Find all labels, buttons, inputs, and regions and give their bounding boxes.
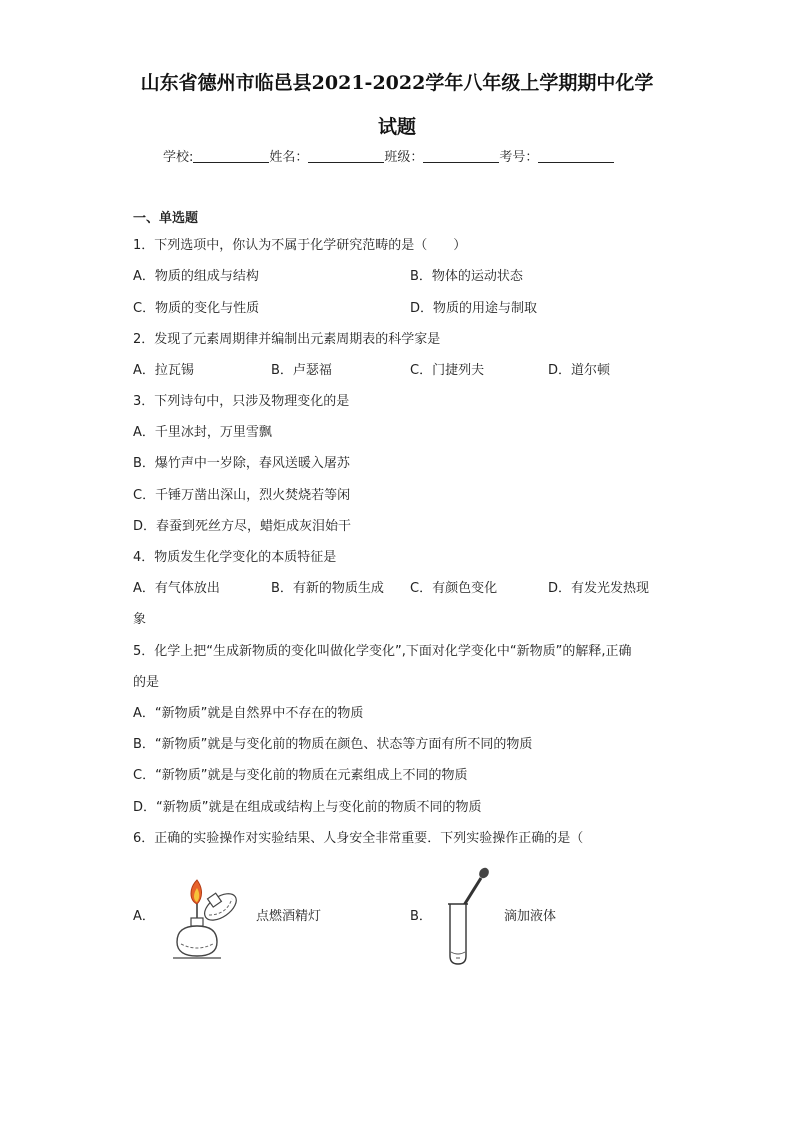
question-6-option-a-label: A． bbox=[133, 909, 155, 924]
question-4-option-d-continued: 象 bbox=[133, 612, 147, 627]
question-5-option-a: A．“新物质”就是自然界中不存在的物质 bbox=[133, 706, 364, 721]
question-2-option-c: C．门捷列夫 bbox=[410, 363, 485, 378]
question-4-stem: 4．物质发生化学变化的本质特征是 bbox=[133, 550, 337, 565]
name-blank bbox=[308, 148, 384, 163]
question-2-option-b: B．卢瑟福 bbox=[271, 363, 332, 378]
question-5-option-d: D．“新物质”就是在组成或结构上与变化前的物质不同的物质 bbox=[133, 800, 482, 815]
question-1-option-b: B．物体的运动状态 bbox=[410, 269, 523, 284]
question-2-option-d: D．道尔顿 bbox=[548, 363, 611, 378]
exam-title-line2: 试题 bbox=[377, 116, 416, 138]
class-blank bbox=[423, 148, 499, 163]
question-5-option-c: C．“新物质”就是与变化前的物质在元素组成上不同的物质 bbox=[133, 768, 468, 783]
class-label: 班级： bbox=[384, 150, 424, 165]
dropper-test-tube-icon bbox=[440, 866, 490, 968]
alcohol-lamp-lighting-icon bbox=[165, 872, 243, 964]
question-4-option-b: B．有新的物质生成 bbox=[271, 581, 384, 596]
question-6-option-b-label: B． bbox=[410, 909, 432, 924]
question-3-option-b: B．爆竹声中一岁除，春风送暖入屠苏 bbox=[133, 456, 350, 471]
question-2-option-a: A．拉瓦锡 bbox=[133, 363, 194, 378]
question-6-option-a-caption: 点燃酒精灯 bbox=[256, 909, 322, 924]
question-4-option-a: A．有气体放出 bbox=[133, 581, 220, 596]
school-label: 学校: bbox=[163, 150, 194, 165]
question-4-option-c: C．有颜色变化 bbox=[410, 581, 498, 596]
question-6-stem: 6．正确的实验操作对实验结果、人身安全非常重要．下列实验操作正确的是（ bbox=[133, 831, 584, 846]
section-heading: 一、单选题 bbox=[133, 211, 199, 226]
question-5-stem: 5．化学上把“生成新物质的变化叫做化学变化”,下面对化学变化中“新物质”的解释,正确 bbox=[133, 644, 632, 659]
question-1-option-a: A．物质的组成与结构 bbox=[133, 269, 259, 284]
question-3-option-c: C．千锤万凿出深山，烈火焚烧若等闲 bbox=[133, 488, 351, 503]
question-1-option-d: D．物质的用途与制取 bbox=[410, 301, 538, 316]
name-label: 姓名： bbox=[269, 150, 309, 165]
question-5-option-b: B．“新物质”就是与变化前的物质在颜色、状态等方面有所不同的物质 bbox=[133, 737, 533, 752]
school-blank bbox=[193, 148, 269, 163]
question-3-option-a: A．千里冰封，万里雪飘 bbox=[133, 425, 272, 440]
exam-number-label: 考号： bbox=[499, 150, 539, 165]
exam-number-blank bbox=[538, 148, 614, 163]
question-1-stem: 1．下列选项中，你认为不属于化学研究范畴的是（ ） bbox=[133, 238, 467, 253]
question-4-option-d: D．有发光发热现 bbox=[548, 581, 650, 596]
question-1-option-c: C．物质的变化与性质 bbox=[133, 301, 260, 316]
question-3-option-d: D．春蚕到死丝方尽，蜡炬成灰泪始干 bbox=[133, 519, 352, 534]
question-3-stem: 3．下列诗句中，只涉及物理变化的是 bbox=[133, 394, 350, 409]
question-6-option-b-caption: 滴加液体 bbox=[504, 909, 557, 924]
question-2-stem: 2．发现了元素周期律并编制出元素周期表的科学家是 bbox=[133, 332, 441, 347]
exam-title-line1: 山东省德州市临邑县2021-2022学年八年级上学期期中化学 bbox=[140, 72, 654, 94]
student-info-row bbox=[163, 146, 614, 165]
question-5-stem-continued: 的是 bbox=[133, 675, 160, 690]
